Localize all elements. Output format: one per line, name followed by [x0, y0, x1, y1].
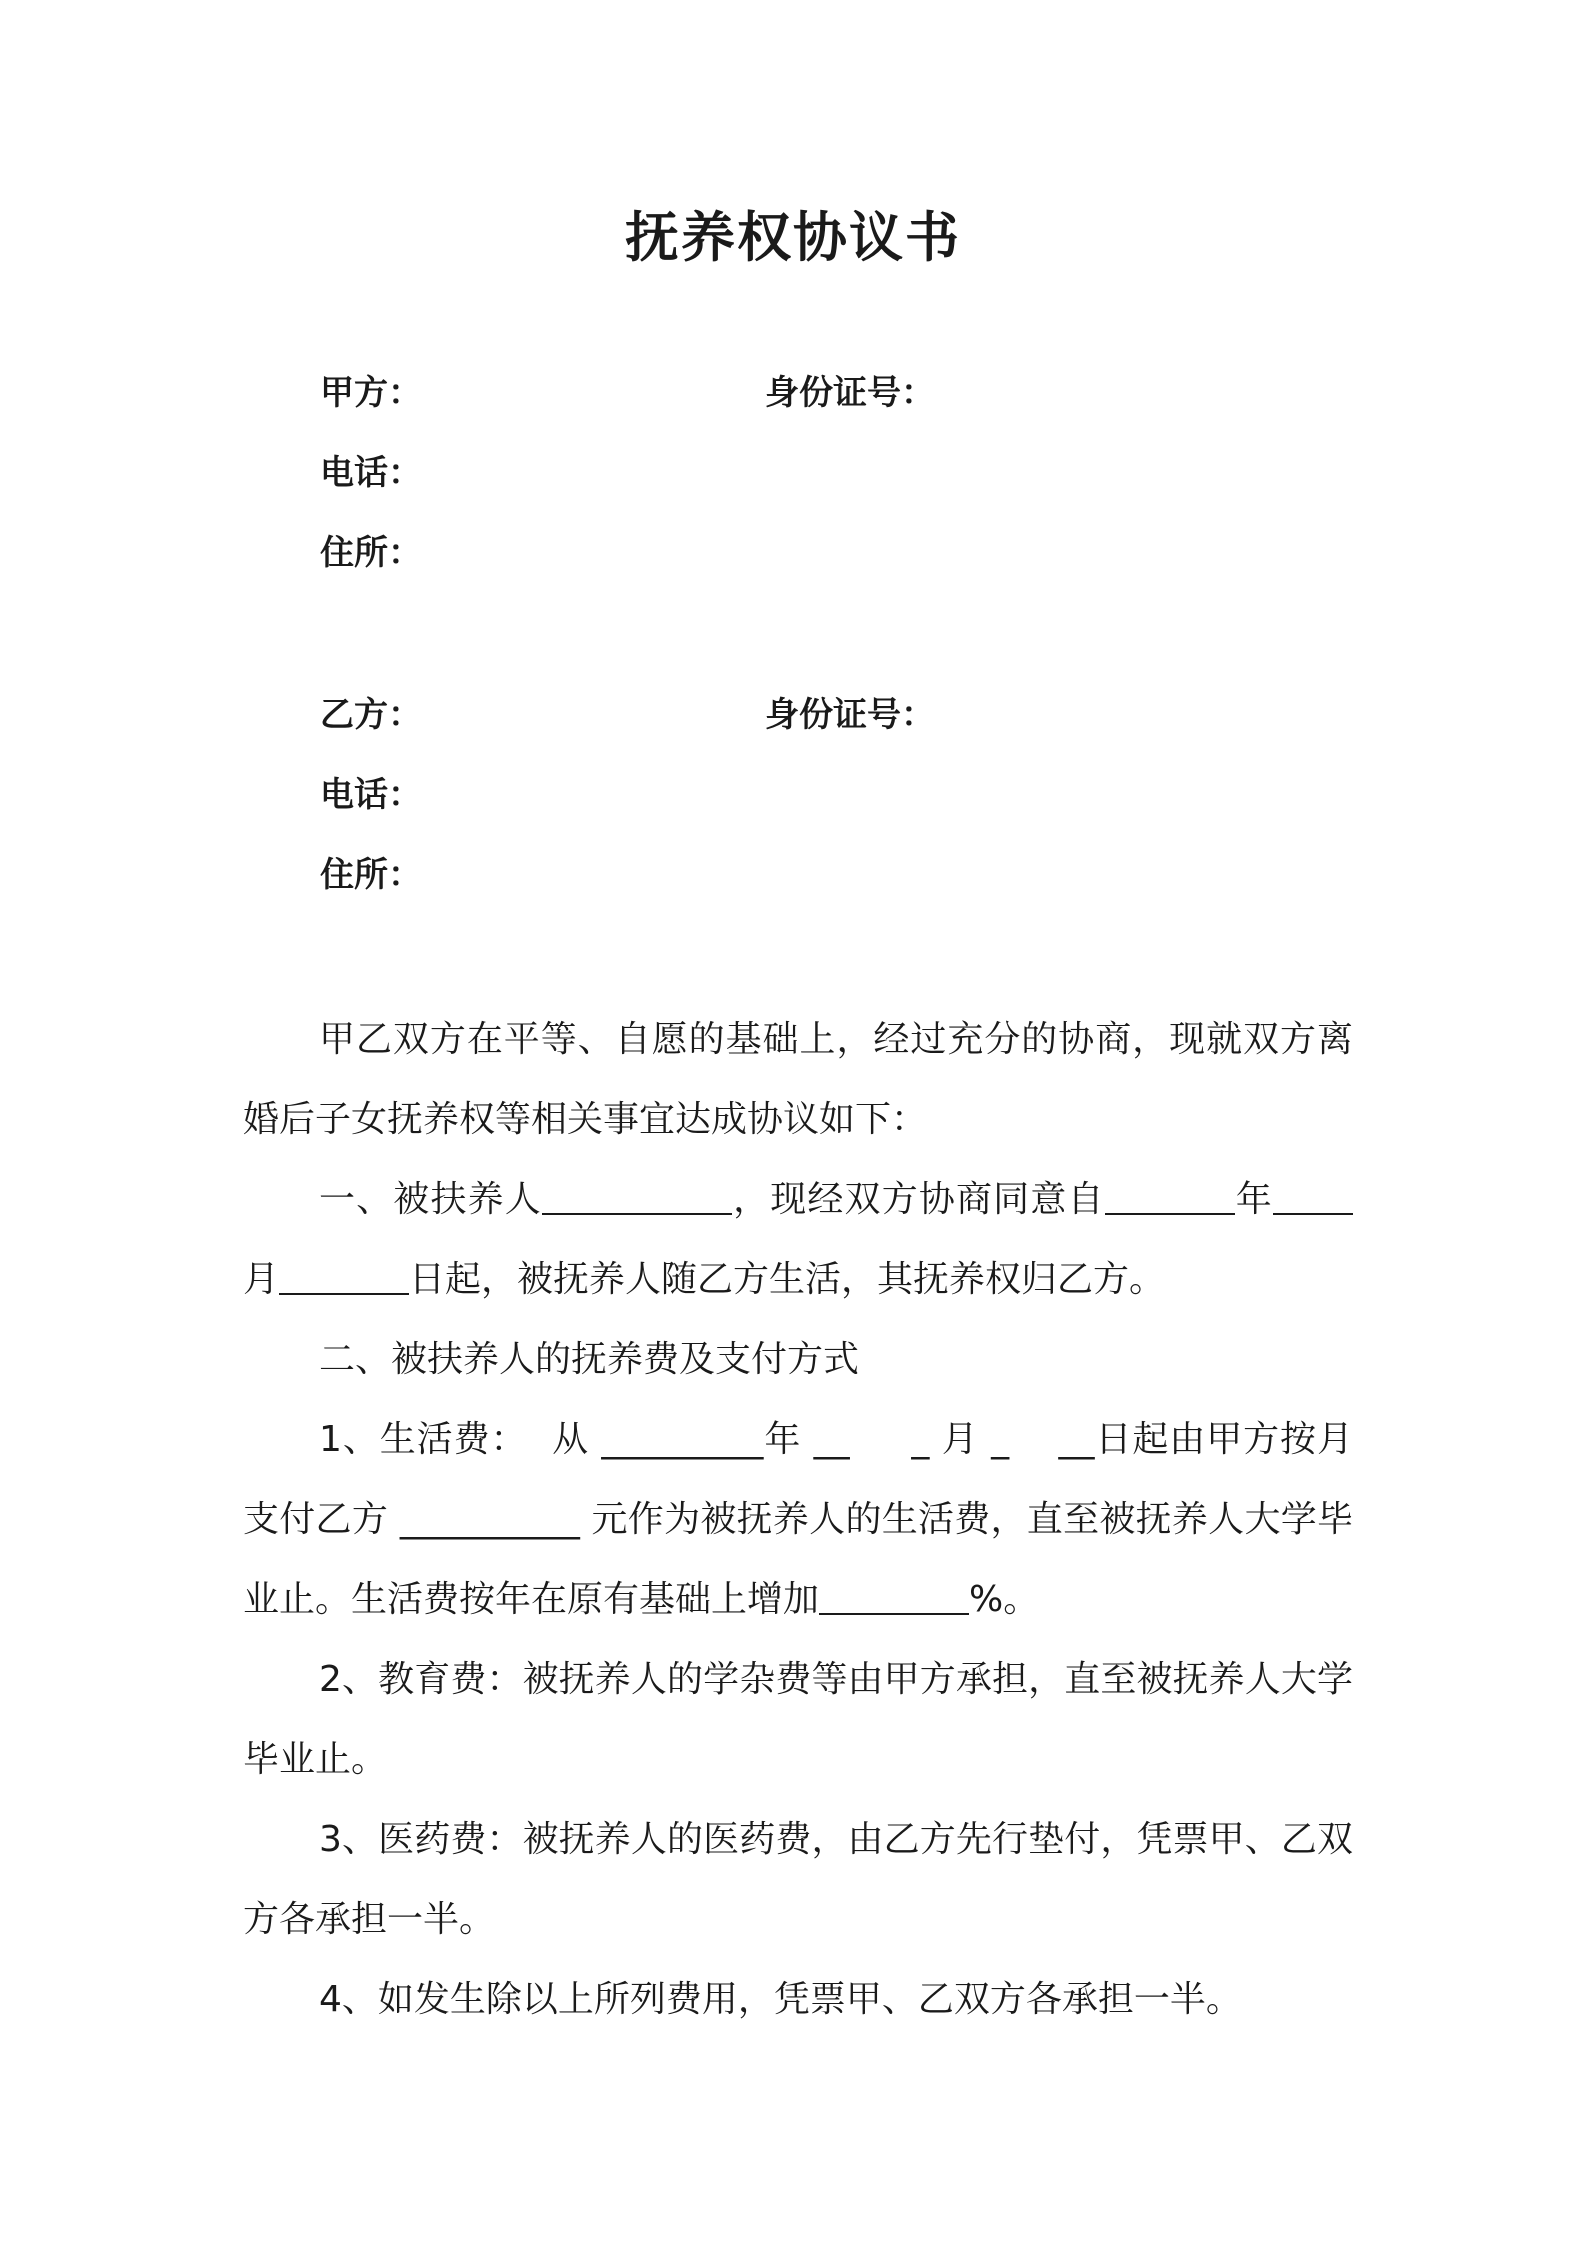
item-1-year-label: 年: [763, 1419, 814, 1460]
party-a-section: [320, 365, 1360, 605]
clause-1-year-label: 年: [1234, 1179, 1273, 1220]
living-fee-month-blank[interactable]: __ _: [813, 1419, 930, 1460]
item-1-text-1: 1、生活费： 从: [319, 1419, 602, 1460]
party-b-phone-row: [320, 767, 1360, 847]
item-1-text-3: 元作为被抚养人的生活费，直至被抚养人大学毕业止。生活费按年在原有基础上增加: [243, 1499, 1353, 1620]
start-year-blank[interactable]: [1105, 1167, 1235, 1215]
party-a-id-label: 身份证号：: [765, 373, 935, 413]
start-month-blank[interactable]: [1273, 1167, 1353, 1215]
living-fee-year-blank[interactable]: _________: [601, 1419, 764, 1460]
clause-2-item-2: 2、教育费：被抚养人的学杂费等由甲方承担，直至被抚养人大学毕业止。: [243, 1659, 1353, 1780]
party-b-address-label: 住所：: [320, 855, 422, 895]
party-a-address-row: [320, 525, 1360, 605]
living-fee-day-blank[interactable]: _ __: [991, 1419, 1095, 1460]
clause-1-text-3: 日起，被抚养人随乙方生活，其抚养权归乙方。: [409, 1259, 1166, 1300]
party-b-section: [320, 687, 1360, 927]
clause-2-item-1: [243, 1400, 1353, 1640]
party-b-name-row: [320, 687, 1360, 767]
clause-2-heading: 二、被扶养人的抚养费及支付方式: [319, 1339, 860, 1380]
party-a-name-label: 甲方：: [320, 373, 422, 413]
party-b-phone-label: 电话：: [320, 775, 422, 815]
start-day-blank[interactable]: [279, 1247, 409, 1295]
annual-increase-blank[interactable]: [819, 1567, 969, 1615]
clause-1-text-2: ，现经双方协商同意自: [731, 1179, 1105, 1220]
party-b-address-row: [320, 847, 1360, 927]
party-a-phone-label: 电话：: [320, 453, 422, 493]
item-1-text-2: 日起由甲方按月支付乙方: [243, 1419, 1353, 1540]
party-a-name-row: [320, 365, 1360, 445]
document-title: 抚养权协议书: [625, 206, 961, 269]
party-a-address-label: 住所：: [320, 533, 422, 573]
agreement-body: [243, 1000, 1353, 2040]
preamble-paragraph: 甲乙双方在平等、自愿的基础上，经过充分的协商，现就双方离婚后子女抚养权等相关事宜达成协议如下：: [243, 1019, 1353, 1140]
living-fee-amount-blank[interactable]: __________: [399, 1499, 580, 1540]
clause-2-item-3: 3、医药费：被抚养人的医药费，由乙方先行垫付，凭票甲、乙双方各承担一半。: [243, 1819, 1353, 1940]
clause-1-text-1: 一、被扶养人: [319, 1179, 542, 1220]
clause-1-month-label: 月: [243, 1259, 280, 1300]
party-b-id-label: 身份证号：: [765, 695, 935, 735]
clause-1-paragraph: [243, 1160, 1353, 1320]
item-1-percent-label: %。: [969, 1579, 1040, 1620]
party-b-name-label: 乙方：: [320, 695, 422, 735]
party-a-phone-row: [320, 445, 1360, 525]
ward-name-blank[interactable]: [542, 1167, 732, 1215]
item-1-month-label: 月: [929, 1419, 992, 1460]
clause-2-item-4: 4、如发生除以上所列费用，凭票甲、乙双方各承担一半。: [319, 1979, 1242, 2020]
